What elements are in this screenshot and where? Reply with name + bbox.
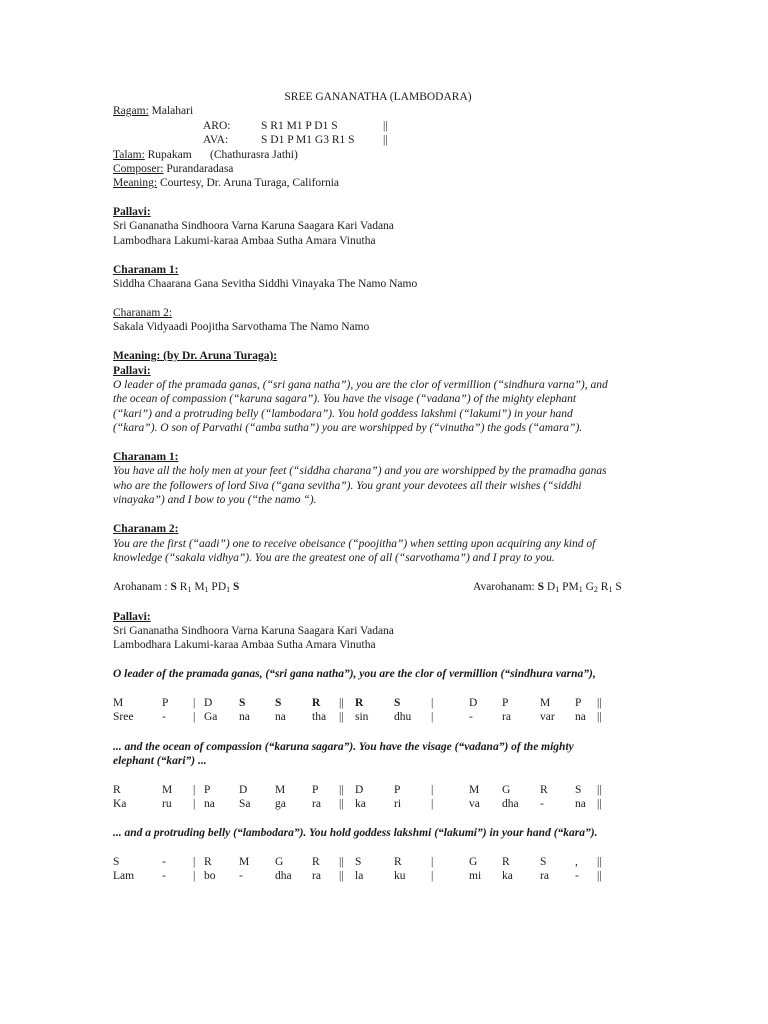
notation-cell: R (394, 856, 402, 868)
notation-cell: R (113, 784, 121, 796)
notation-cell: D (239, 784, 248, 796)
notation-cell: P (162, 697, 169, 709)
bar-separator: || (597, 711, 602, 723)
notation-cell: - (540, 798, 544, 810)
notation-cell: na (275, 711, 286, 723)
aro-value: S R1 M1 P D1 S (261, 120, 338, 132)
notation-cell: M (540, 697, 551, 709)
bar-separator: | (193, 870, 196, 882)
bar-separator: | (193, 784, 196, 796)
avarohanam-label: Avarohanam: (473, 581, 538, 593)
bar-separator: || (597, 784, 602, 796)
bar-separator: | (431, 711, 434, 723)
charanam2-line: Sakala Vidyaadi Poojitha Sarvothama The Namo Namo (113, 321, 370, 333)
notation-cell: na (239, 711, 250, 723)
notation-cell: S (540, 856, 547, 868)
pallavi-heading: Pallavi: (113, 206, 151, 218)
bar-separator: || (339, 697, 344, 709)
notation-cell: S (275, 697, 282, 709)
notation-cell: - (239, 870, 243, 882)
notation-cell: M (469, 784, 480, 796)
meaning-charanam1-line: vinayaka”) and I bow to you (“the namo “). (113, 494, 317, 506)
bar-separator: || (339, 798, 344, 810)
meaning-value: Courtesy, Dr. Aruna Turaga, California (157, 177, 340, 189)
notation-cell: var (540, 711, 555, 723)
notation-cell: R (540, 784, 548, 796)
notation-cell: M (239, 856, 250, 868)
pallavi-line: Lambodhara Lakumi-karaa Ambaa Sutha Amara Vinutha (113, 235, 376, 247)
bar-separator: | (431, 697, 434, 709)
bar-separator: || (339, 711, 344, 723)
notation-cell: P (575, 697, 582, 709)
bar-separator: || (597, 856, 602, 868)
bar-separator: || (597, 798, 602, 810)
notation-cell: ra (502, 711, 511, 723)
ava-end: || (383, 134, 388, 146)
meaning-charanam2-heading: Charanam 2: (113, 523, 179, 535)
notation-caption: O leader of the pramada ganas, (“sri gana natha”), you are the clor of vermillion (“sindhura varna”), (113, 668, 596, 680)
notation-cell: bo (204, 870, 216, 882)
bar-separator: || (597, 870, 602, 882)
bar-separator: || (597, 697, 602, 709)
meaning-pallavi-line: (“kara”). O son of Parvathi (“amba sutha”) you are worshipped by (“vinutha”) the gods (“amara”). (113, 422, 583, 434)
notation-cell: - (162, 711, 166, 723)
notation-cell: tha (312, 711, 327, 723)
notation-cell: R (312, 856, 320, 868)
notation-cell: ra (312, 870, 321, 882)
notation-cell: , (575, 856, 578, 868)
notation-cell: dhu (394, 711, 412, 723)
charanam1-line: Siddha Chaarana Gana Sevitha Siddhi Vinayaka The Namo Namo (113, 278, 418, 290)
notation-cell: Lam (113, 870, 135, 882)
composer-line (113, 162, 233, 176)
notation-cell: ri (394, 798, 402, 810)
notation-cell: - (575, 870, 579, 882)
talam-label: Talam: (113, 149, 145, 161)
notation-cell: mi (469, 870, 482, 882)
notation-cell: Ga (204, 711, 218, 723)
notation-cell: M (113, 697, 124, 709)
meaning-charanam2-line: knowledge (“sakala vidhya”). You are the greatest one of all (“sarvothama”) and I pray to you. (113, 552, 555, 564)
meaning-pallavi-line: O leader of the pramada ganas, (“sri gana natha”), you are the clor of vermillion (“sindhura varna”), and (113, 379, 608, 391)
bar-separator: || (339, 870, 344, 882)
notation-cell: S (355, 856, 362, 868)
bar-separator: | (431, 856, 434, 868)
notation-caption: ... and a protruding belly (“lambodara”). You hold goddess lakshmi (“lakumi”) in your hand (“kara”). (113, 827, 598, 839)
aro-end: || (383, 120, 388, 132)
notation-cell: la (355, 870, 364, 882)
avarohanam-line (473, 580, 622, 597)
talam-jathi: (Chathurasra Jathi) (210, 149, 298, 161)
notation-cell: S (394, 697, 401, 709)
notation-cell: ku (394, 870, 406, 882)
notation-cell: - (162, 856, 166, 868)
notation-cell: R (355, 697, 364, 709)
notation-cell: dha (275, 870, 292, 882)
notation-cell: ga (275, 798, 286, 810)
notation-cell: R (502, 856, 510, 868)
notation-cell: P (502, 697, 509, 709)
bar-separator: || (339, 856, 344, 868)
bar-separator: | (431, 870, 434, 882)
notation-cell: G (275, 856, 284, 868)
notation-cell: - (162, 870, 166, 882)
notation-cell: - (469, 711, 473, 723)
notation-caption: elephant (“kari”) ... (113, 755, 207, 767)
meaning-label: Meaning: (113, 177, 158, 189)
charanam1-heading: Charanam 1: (113, 264, 179, 276)
notation-cell: M (275, 784, 286, 796)
notation-cell: Sa (239, 798, 251, 810)
avarohanam-value: S $D_1$ $PM_1$ $G_2$ $R_1$ S (537, 581, 622, 594)
notation-cell: S (113, 856, 120, 868)
pallavi2-heading: Pallavi: (113, 611, 151, 623)
notation-cell: va (469, 798, 480, 810)
notation-cell: P (312, 784, 319, 796)
notation-cell: S (575, 784, 582, 796)
notation-cell: dha (502, 798, 519, 810)
song-title: SREE GANANATHA (LAMBODARA) (284, 91, 472, 103)
notation-cell: G (502, 784, 511, 796)
pallavi2-line: Sri Gananatha Sindhoora Varna Karuna Saagara Kari Vadana (113, 625, 394, 637)
notation-cell: na (575, 798, 586, 810)
notation-cell: S (239, 697, 246, 709)
notation-cell: ru (162, 798, 172, 810)
arohanam-line (113, 580, 239, 597)
notation-cell: ka (502, 870, 513, 882)
notation-caption: ... and the ocean of compassion (“karuna sagara”). You have the visage (“vadana”) of the mighty (113, 741, 574, 753)
bar-separator: | (193, 856, 196, 868)
ragam-value: Malahari (148, 105, 194, 117)
notation-cell: D (355, 784, 364, 796)
charanam2-heading: Charanam 2: (113, 307, 173, 319)
notation-cell: Ka (113, 798, 127, 810)
notation-cell: sin (355, 711, 369, 723)
meaning-charanam2-line: You are the first (“aadi”) one to receive obeisance (“poojitha”) when setting upon acquiring any kind of (113, 538, 596, 550)
talam-line (113, 148, 673, 162)
bar-separator: | (431, 798, 434, 810)
notation-cell: R (312, 697, 321, 709)
notation-cell: ra (540, 870, 549, 882)
notation-cell: ka (355, 798, 366, 810)
meaning-charanam1-line: who are the followers of lord Siva (“gana sevitha”). You grant your devotees all their wishes (“siddhi (113, 480, 582, 492)
meaning-charanam1-line: You have all the holy men at your feet (“siddha charana”) and you are worshipped by the pramadha ganas (113, 465, 607, 477)
talam-value: Rupakam (144, 149, 192, 161)
bar-separator: | (431, 784, 434, 796)
notation-cell: na (575, 711, 586, 723)
bar-separator: | (193, 798, 196, 810)
ragam-line (113, 104, 193, 118)
notation-cell: G (469, 856, 478, 868)
notation-cell: M (162, 784, 173, 796)
bar-separator: || (339, 784, 344, 796)
pallavi-line: Sri Gananatha Sindhoora Varna Karuna Saagara Kari Vadana (113, 220, 394, 232)
notation-cell: D (204, 697, 213, 709)
composer-value: Purandaradasa (163, 163, 234, 175)
notation-cell: na (204, 798, 215, 810)
meaning-pallavi-line: (“kari”) and a protruding belly (“lambodara”). You hold goddess lakshmi (“lakumi”) in your hand (113, 408, 573, 420)
composer-label: Composer: (113, 163, 164, 175)
notation-cell: D (469, 697, 478, 709)
meaning-credit-line (113, 176, 339, 190)
notation-cell: R (204, 856, 212, 868)
notation-cell: P (394, 784, 401, 796)
arohanam-value: S $R_1$ $M_1$ $PD_1$ S (170, 581, 240, 594)
ragam-label: Ragam: (113, 105, 149, 117)
meaning-pallavi-line: the ocean of compassion (“karuna sagara”). You have the visage (“vadana”) of the mighty elephant (113, 393, 577, 405)
pallavi2-line: Lambodhara Lakumi-karaa Ambaa Sutha Amara Vinutha (113, 639, 376, 651)
notation-cell: ra (312, 798, 321, 810)
aro-label: ARO: (203, 120, 231, 132)
meaning-charanam1-heading: Charanam 1: (113, 451, 179, 463)
bar-separator: | (193, 711, 196, 723)
notation-cell: P (204, 784, 211, 796)
bar-separator: | (193, 697, 196, 709)
meaning-pallavi-heading: Pallavi: (113, 365, 151, 377)
ava-label: AVA: (203, 134, 229, 146)
notation-cell: Sree (113, 711, 134, 723)
ava-value: S D1 P M1 G3 R1 S (261, 134, 355, 146)
meaning-heading: Meaning: (by Dr. Aruna Turaga): (113, 350, 278, 362)
arohanam-label: Arohanam : (113, 581, 171, 593)
